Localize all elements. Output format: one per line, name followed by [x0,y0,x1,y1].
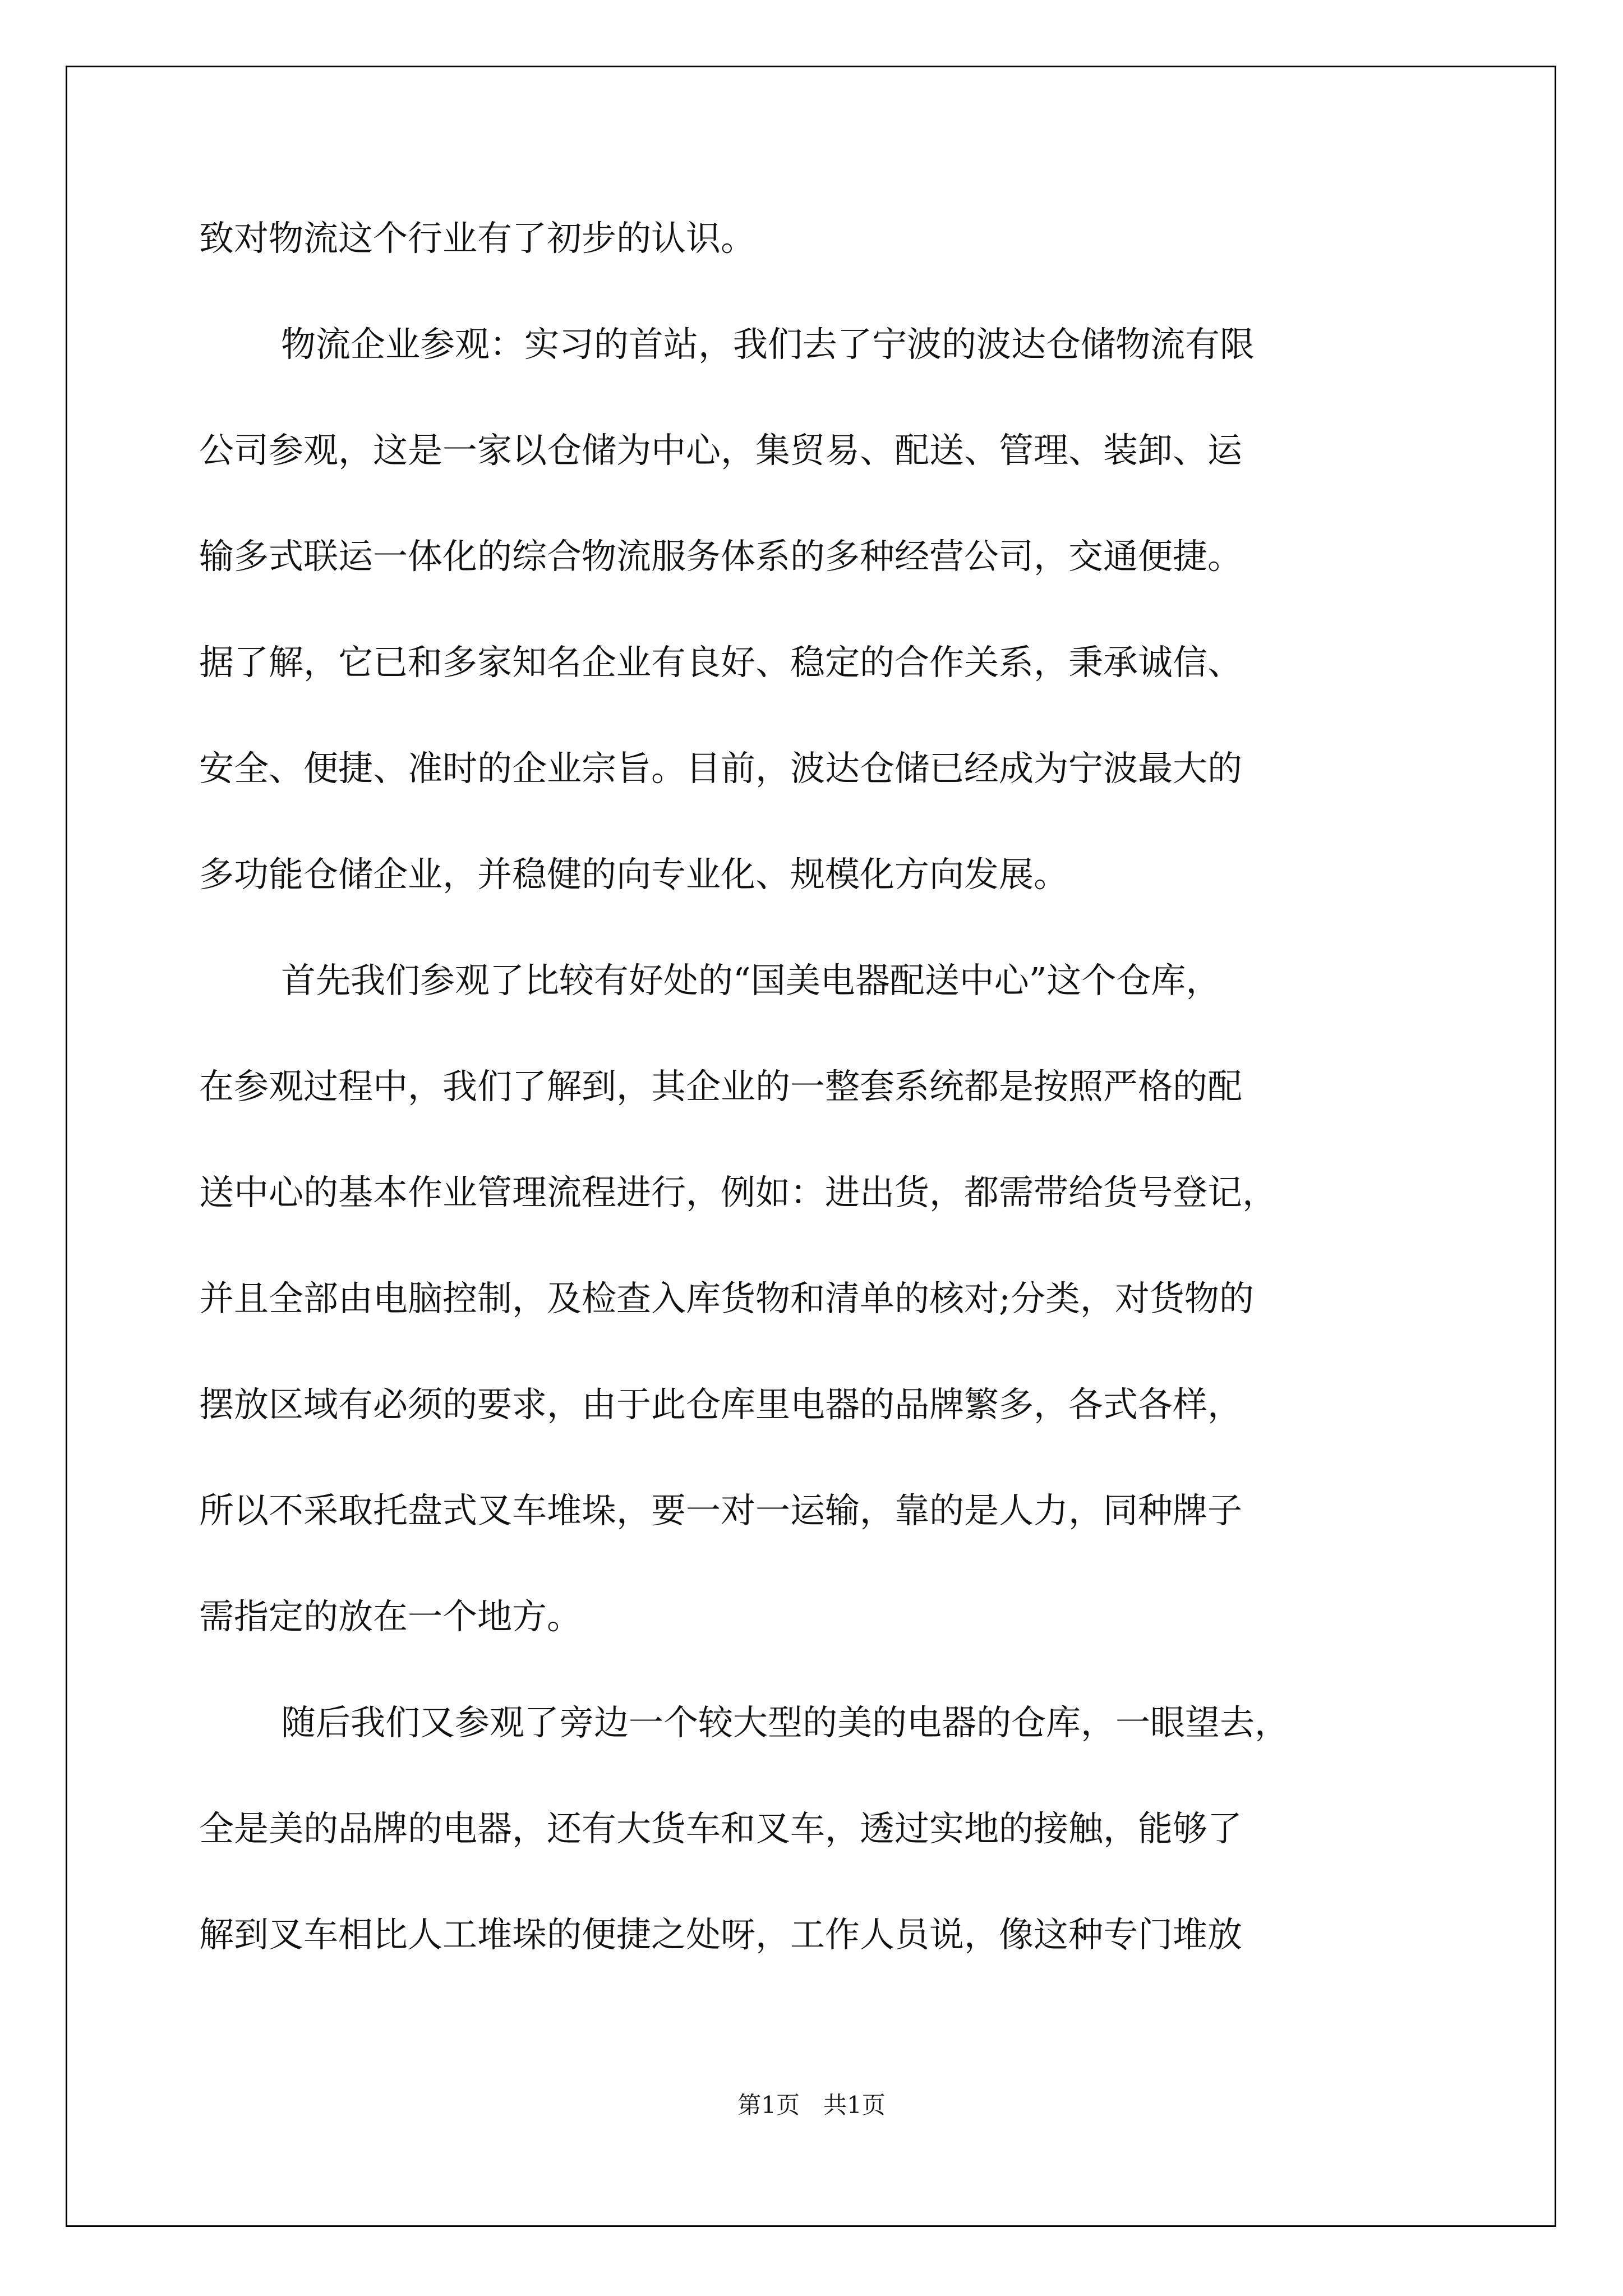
text-line: 并且全部由电脑控制，及检查入库货物和清单的核对;分类，对货物的 [199,1278,1254,1319]
text-line: 解到叉车相比人工堆垛的便捷之处呀，工作人员说，像这种专门堆放 [199,1914,1243,1955]
paragraph-start-line: 首先我们参观了比较有好处的“国美电器配送中心”这个仓库， [281,960,1221,1001]
text-line: 在参观过程中，我们了解到，其企业的一整套系统都是按照严格的配 [199,1066,1243,1107]
paragraph-start-line: 随后我们又参观了旁边一个较大型的美的电器的仓库，一眼望去， [281,1702,1290,1743]
text-line: 安全、便捷、准时的企业宗旨。目前，波达仓储已经成为宁波最大的 [199,748,1243,789]
text-line: 摆放区域有必须的要求，由于此仓库里电器的品牌繁多，各式各样， [199,1384,1243,1425]
text-line: 公司参观，这是一家以仓储为中心，集贸易、配送、管理、装卸、运 [199,430,1243,471]
page-number-footer: 第1页 共1页 [737,2091,886,2119]
text-line: 所以不采取托盘式叉车堆垛，要一对一运输，靠的是人力，同种牌子 [199,1490,1243,1531]
document-body [199,185,1461,1987]
text-line: 据了解，它已和多家知名企业有良好、稳定的合作关系，秉承诚信、 [199,642,1243,683]
text-line: 致对物流这个行业有了初步的认识。 [199,218,756,259]
text-line: 需指定的放在一个地方。 [199,1596,582,1637]
text-line: 多功能仓储企业，并稳健的向专业化、规模化方向发展。 [199,854,1069,895]
paragraph-start-line: 物流企业参观：实习的首站，我们去了宁波的波达仓储物流有限 [281,324,1255,365]
text-line: 输多式联运一体化的综合物流服务体系的多种经营公司，交通便捷。 [199,536,1243,577]
text-line: 全是美的品牌的电器，还有大货车和叉车，透过实地的接触，能够了 [199,1808,1243,1849]
text-line: 送中心的基本作业管理流程进行，例如：进出货，都需带给货号登记， [199,1172,1278,1213]
